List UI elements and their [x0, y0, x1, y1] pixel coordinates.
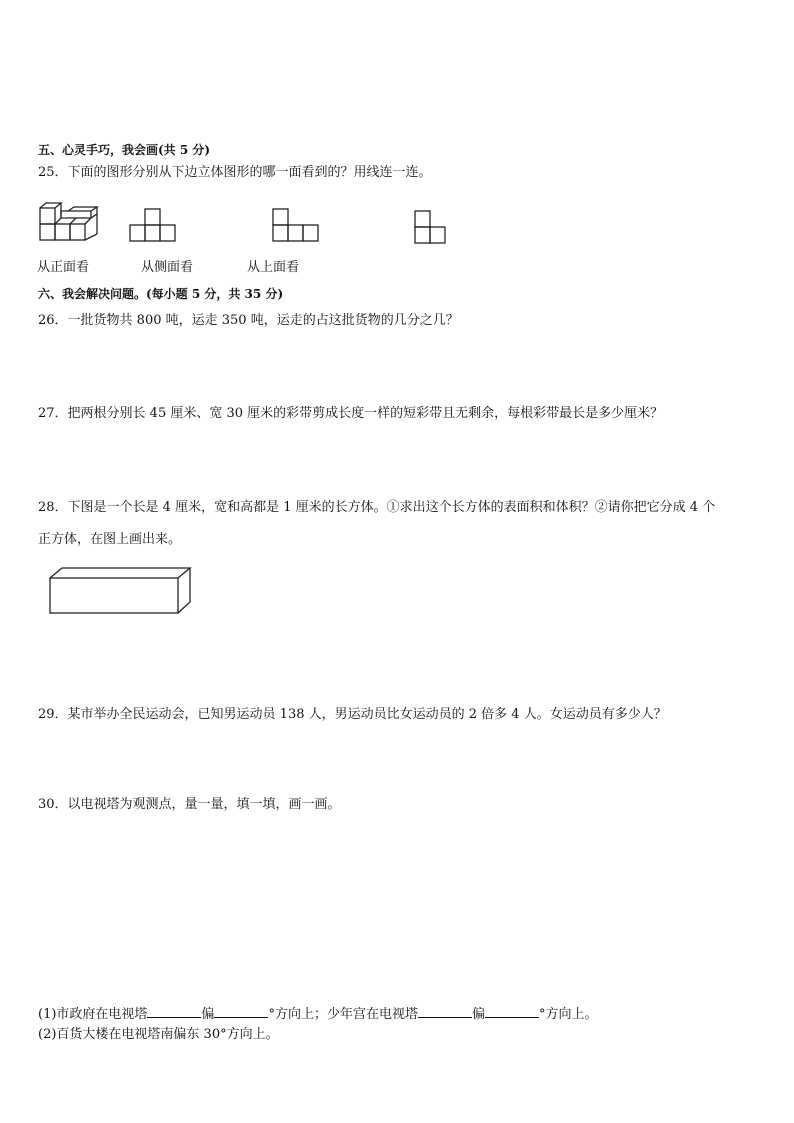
question-30-sub1 [38, 1005, 597, 1023]
question-27-text: 27．把两根分别长 45 厘米、宽 30 厘米的彩带剪成长度一样的短彩带且无剩余，每根彩带最长是多少厘米？ [38, 406, 664, 421]
q30-sub1-part5: °方向上。 [538, 1007, 598, 1022]
view-shape-c [414, 210, 448, 244]
question-28-line1: 28．下图是一个长是 4 厘米，宽和高都是 1 厘米的长方体。①求出这个长方体的表面积和体积？②请你把它分成 4 个 [38, 500, 716, 515]
question-29-text: 29．某市举办全民运动会，已知男运动员 138 人，男运动员比女运动员的 2 倍多 4 人。女运动员有多少人？ [38, 707, 667, 722]
question-26-text: 26．一批货物共 800 吨，运走 350 吨，运走的占这批货物的几分之几？ [38, 313, 459, 328]
answer-blank-1[interactable] [147, 1005, 201, 1018]
q30-sub1-part1: (1)市政府在电视塔 [38, 1007, 148, 1022]
question-25-text: 25．下面的图形分别从下边立体图形的哪一面看到的？用线连一连。 [38, 165, 432, 180]
answer-blank-2[interactable] [214, 1005, 268, 1018]
q30-sub1-part2: 偏 [201, 1007, 215, 1022]
q30-sub1-part3: °方向上；少年宫在电视塔 [268, 1007, 418, 1022]
label-side-view: 从侧面看 [141, 260, 194, 275]
view-shape-b [273, 208, 319, 242]
section6-heading: 六、我会解决问题。(每小题 5 分，共 35 分) [38, 287, 284, 301]
question-30-text: 30．以电视塔为观测点，量一量，填一填，画一画。 [38, 797, 341, 812]
cuboid-figure [48, 566, 194, 616]
q30-sub1-part4: 偏 [471, 1007, 485, 1022]
solid-figure-3d [38, 200, 100, 244]
question-30-sub2: (2)百货大楼在电视塔南偏东 30°方向上。 [38, 1027, 279, 1042]
answer-blank-4[interactable] [485, 1005, 539, 1018]
answer-blank-3[interactable] [418, 1005, 472, 1018]
question-28-line2: 正方体，在图上画出来。 [38, 532, 182, 547]
label-front-view: 从正面看 [37, 260, 90, 275]
view-shape-a [130, 208, 176, 242]
section5-heading: 五、心灵手巧，我会画(共 5 分) [38, 143, 211, 157]
label-top-view: 从上面看 [247, 260, 300, 275]
